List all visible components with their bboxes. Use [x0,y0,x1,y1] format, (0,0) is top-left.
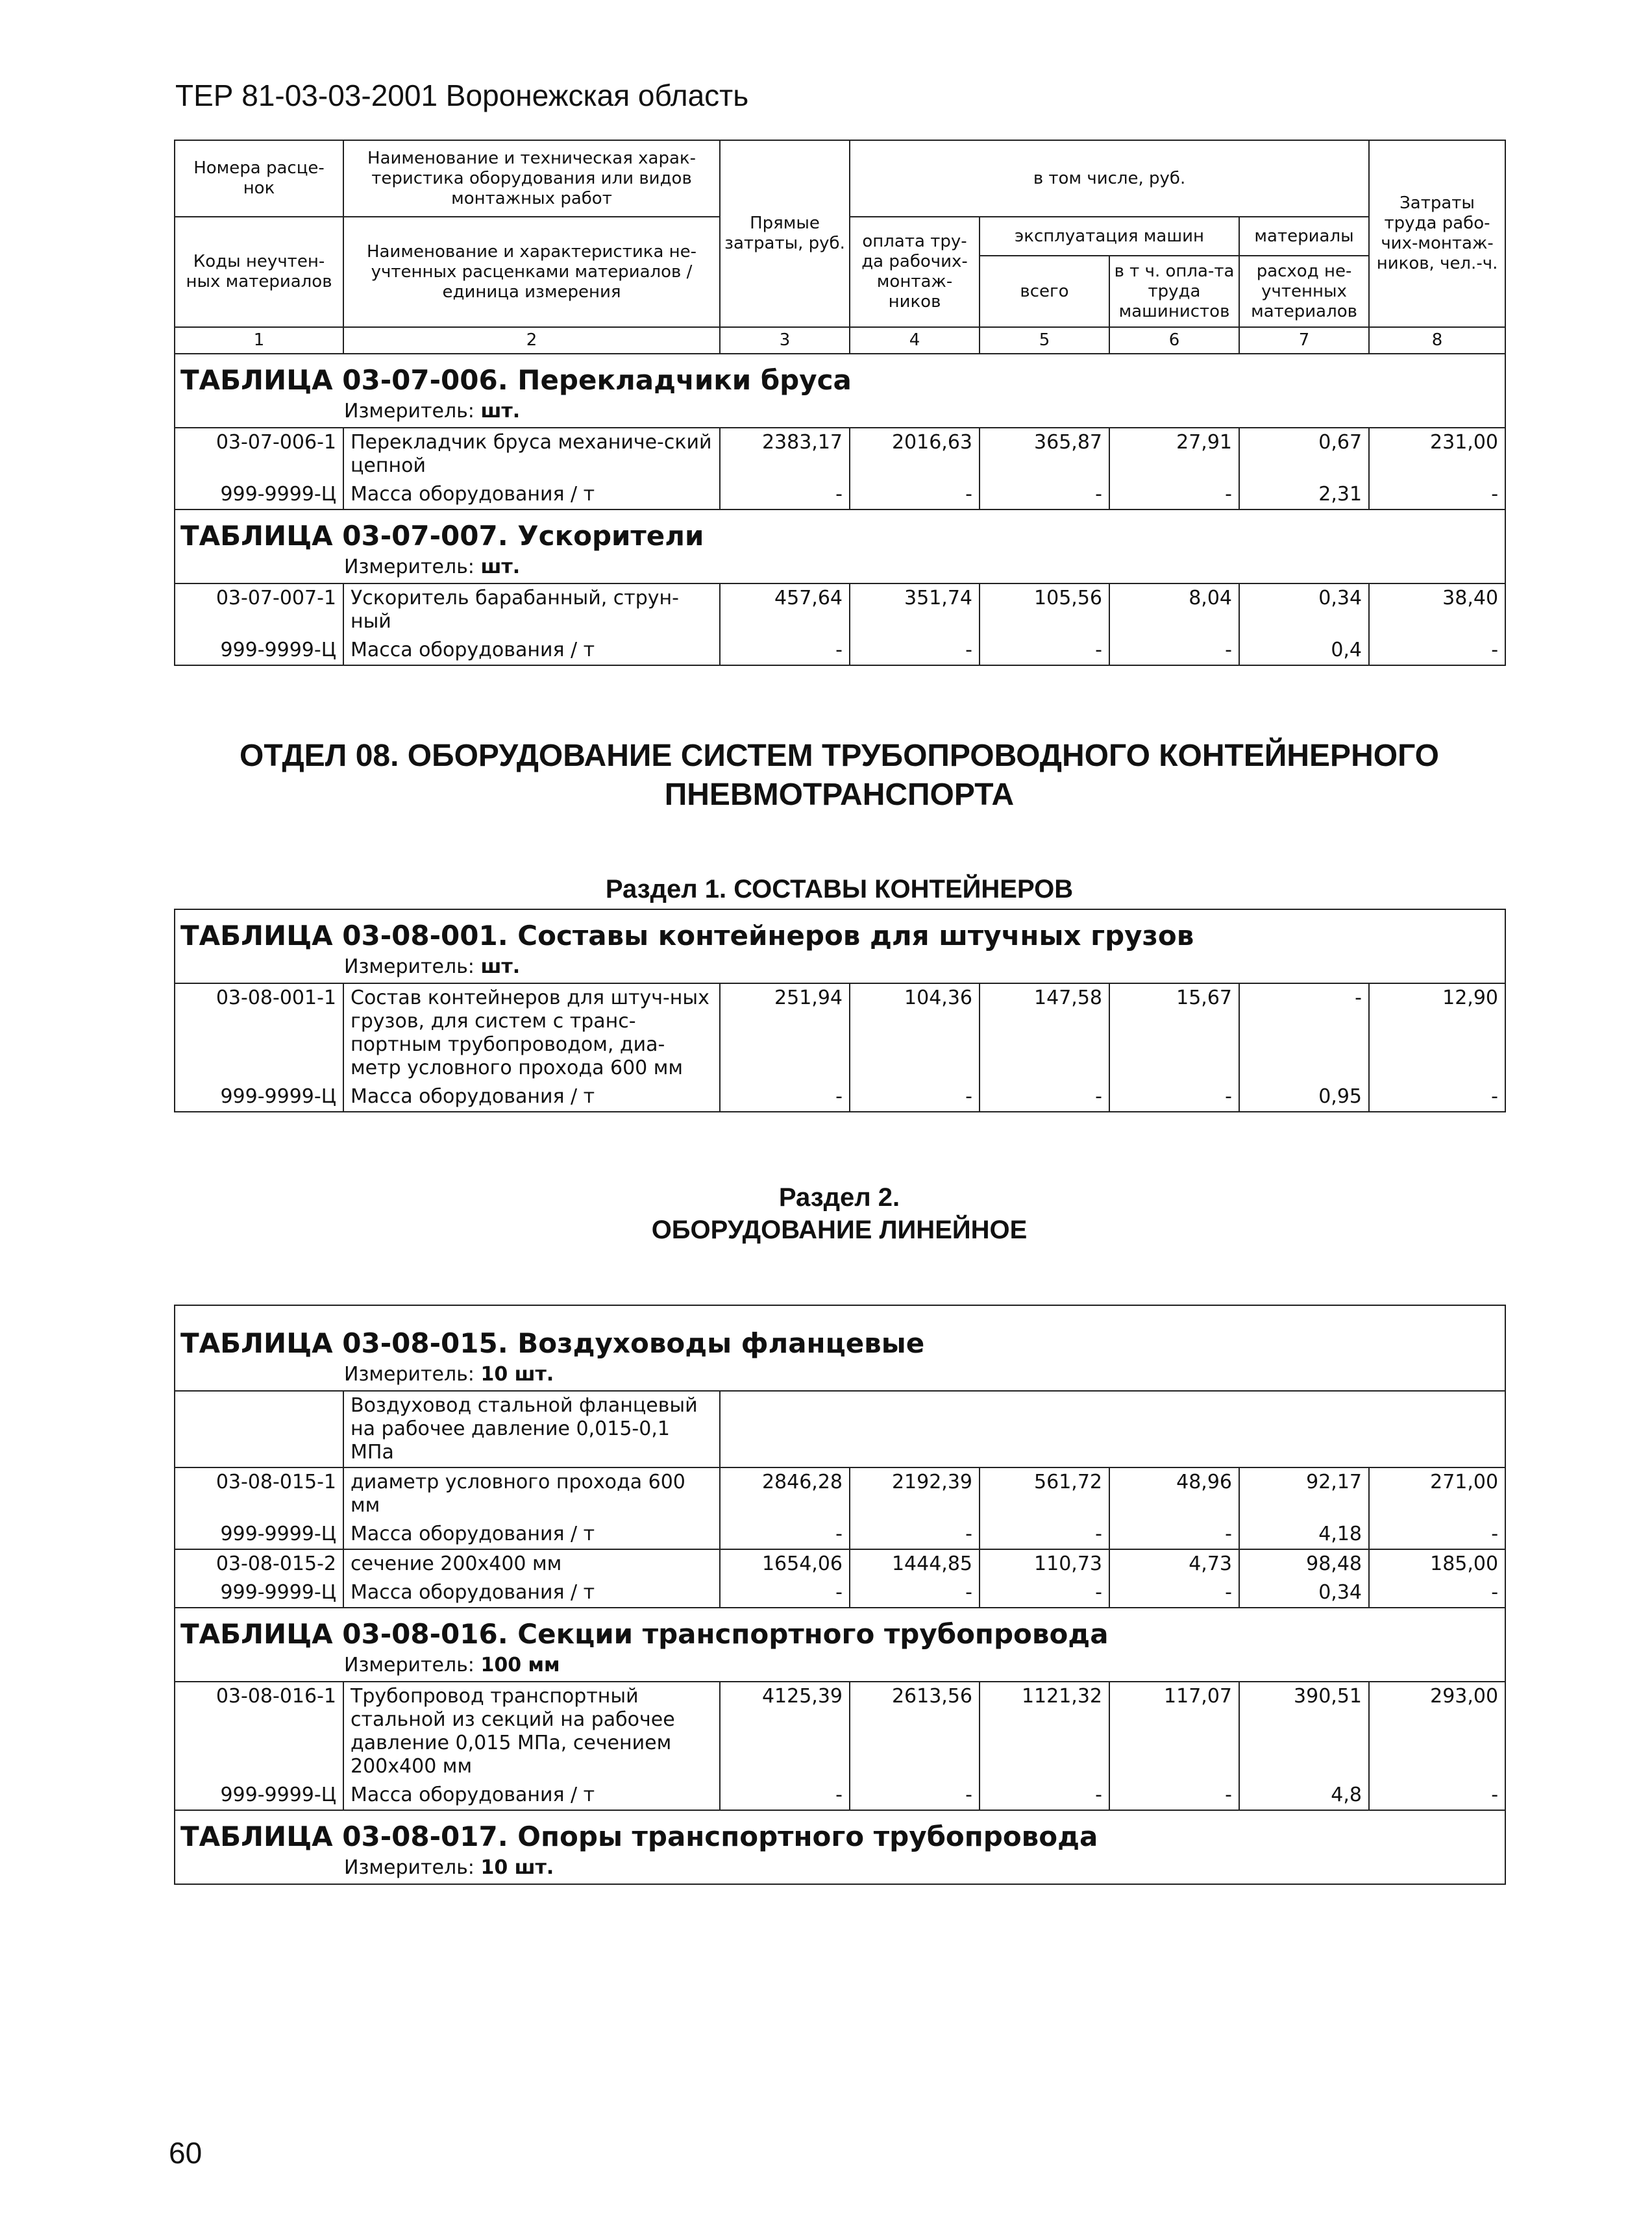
header-worker-pay: оплата тру-да рабочих-монтаж-ников [850,217,980,327]
rate-code: 03-08-015-1 [175,1467,343,1520]
table-title: ТАБЛИЦА 03-07-007. Ускорители [175,509,1505,553]
page-header: ТЕР 81-03-03-2001 Воронежская область [175,79,749,112]
section-title-line: Раздел 2. [778,1183,900,1212]
material-code: 999-9999-Ц [175,1083,343,1112]
table-title: ТАБЛИЦА 03-08-017. Опоры транспортного трубопровода [175,1810,1505,1854]
direct-costs: - [720,1578,850,1608]
machinist-pay: 15,67 [1109,983,1239,1083]
rates-table-top [174,140,1506,666]
materials: 92,17 [1239,1467,1369,1520]
material-name: Масса оборудования / т [343,1578,720,1608]
measure-unit: Измеритель: 10 шт. [175,1360,1505,1391]
measure-unit: Измеритель: шт. [175,953,1505,983]
machines-total: 147,58 [980,983,1109,1083]
direct-costs: 2846,28 [720,1467,850,1520]
worker-pay: 2613,56 [850,1682,980,1781]
worker-pay: 2016,63 [850,428,980,480]
machinist-pay: 27,91 [1109,428,1239,480]
table-title-row [175,1608,1505,1651]
direct-costs: 457,64 [720,583,850,636]
materials: 98,48 [1239,1549,1369,1578]
table-title-row [175,509,1505,553]
table-row [175,636,1505,665]
table-row [175,1083,1505,1112]
section-title-line: ОБОРУДОВАНИЕ ЛИНЕЙНОЕ [651,1216,1028,1244]
machinist-pay: - [1109,636,1239,665]
col-number: 3 [720,327,850,354]
material-code: 999-9999-Ц [175,1520,343,1549]
machinist-pay: - [1109,1781,1239,1810]
header-row-1 [175,140,1505,217]
labor-costs: 231,00 [1369,428,1505,480]
rates-table-08-015-017 [174,1305,1506,1885]
materials: 0,4 [1239,636,1369,665]
machines-total: - [980,1781,1109,1810]
labor-costs: 271,00 [1369,1467,1505,1520]
header-machines: эксплуатация машин [980,217,1239,256]
department-title-line: ПНЕВМОТРАНСПОРТА [664,778,1015,812]
labor-costs: - [1369,480,1505,509]
material-code: 999-9999-Ц [175,480,343,509]
machines-total: 561,72 [980,1467,1109,1520]
section-title: Раздел 1. СОСТАВЫ КОНТЕЙНЕРОВ [605,875,1074,903]
labor-costs: - [1369,1781,1505,1810]
material-name: Масса оборудования / т [343,636,720,665]
table-row [175,1520,1505,1549]
col-number: 8 [1369,327,1505,354]
measure-row [175,553,1505,583]
direct-costs: - [720,1083,850,1112]
materials: 0,34 [1239,583,1369,636]
machines-total: - [980,480,1109,509]
rate-code: 03-07-006-1 [175,428,343,480]
materials: 390,51 [1239,1682,1369,1781]
labor-costs: - [1369,1083,1505,1112]
col-number: 2 [343,327,720,354]
machinist-pay: 8,04 [1109,583,1239,636]
rate-code: 03-07-007-1 [175,583,343,636]
rate-code: 03-08-016-1 [175,1682,343,1781]
table-title: ТАБЛИЦА 03-08-015. Воздуховоды фланцевые [175,1305,1505,1360]
rate-name: диаметр условного прохода 600 мм [343,1467,720,1520]
col-number: 4 [850,327,980,354]
header-direct-costs: Прямые затраты, руб. [720,140,850,327]
direct-costs: 1654,06 [720,1549,850,1578]
col-number: 1 [175,327,343,354]
machinist-pay: - [1109,1578,1239,1608]
measure-row [175,397,1505,428]
table-row [175,1682,1505,1781]
direct-costs: - [720,480,850,509]
rate-name: Состав контейнеров для штуч-ных грузов, для систем с транс-портным трубопроводом, диа-метр условного прохода 600 мм [343,983,720,1083]
worker-pay: - [850,1781,980,1810]
machines-total: 1121,32 [980,1682,1109,1781]
rate-name: Ускоритель барабанный, струн-ный [343,583,720,636]
labor-costs: 185,00 [1369,1549,1505,1578]
machines-total: 110,73 [980,1549,1109,1578]
direct-costs: - [720,1781,850,1810]
materials: - [1239,983,1369,1083]
group-row [175,1391,1505,1467]
group-name: Воздуховод стальной фланцевый на рабочее давление 0,015-0,1 МПа [343,1391,720,1467]
measure-unit: Измеритель: 100 мм [175,1651,1505,1682]
header-machines-total: всего [980,256,1109,327]
material-name: Масса оборудования / т [343,1781,720,1810]
labor-costs: - [1369,1578,1505,1608]
material-code: 999-9999-Ц [175,1781,343,1810]
header-unaccounted-materials: расход не-учтенных материалов [1239,256,1369,327]
header-material-name: Наименование и характеристика не-учтенных расценками материалов / единица измерения [343,217,720,327]
machines-total: 365,87 [980,428,1109,480]
rate-name: Трубопровод транспортный стальной из секций на рабочее давление 0,015 МПа, сечением 200х400 мм [343,1682,720,1781]
worker-pay: 351,74 [850,583,980,636]
machinist-pay: 4,73 [1109,1549,1239,1578]
table-row [175,583,1505,636]
machinist-pay: 117,07 [1109,1682,1239,1781]
table-row [175,1467,1505,1520]
machines-total: - [980,636,1109,665]
section-title [174,1181,1505,1246]
worker-pay: - [850,1083,980,1112]
department-title-line: ОТДЕЛ 08. ОБОРУДОВАНИЕ СИСТЕМ ТРУБОПРОВОДНОГО КОНТЕЙНЕРНОГО [240,739,1439,773]
worker-pay: 2192,39 [850,1467,980,1520]
measure-unit: Измеритель: 10 шт. [175,1854,1505,1884]
header-labor-costs: Затраты труда рабо-чих-монтаж-ников, чел.-ч. [1369,140,1505,327]
machines-total: - [980,1520,1109,1549]
worker-pay: - [850,1520,980,1549]
materials: 4,18 [1239,1520,1369,1549]
material-name: Масса оборудования / т [343,1083,720,1112]
table-row [175,983,1505,1083]
measure-row [175,1854,1505,1884]
material-name: Масса оборудования / т [343,1520,720,1549]
worker-pay: - [850,480,980,509]
machinist-pay: - [1109,480,1239,509]
measure-unit: Измеритель: шт. [175,553,1505,583]
table-title-row [175,354,1505,397]
machines-total: 105,56 [980,583,1109,636]
table-title: ТАБЛИЦА 03-07-006. Перекладчики бруса [175,354,1505,397]
materials: 2,31 [1239,480,1369,509]
rate-name: сечение 200х400 мм [343,1549,720,1578]
machines-total: - [980,1083,1109,1112]
machinist-pay: 48,96 [1109,1467,1239,1520]
materials: 0,34 [1239,1578,1369,1608]
table-title-row [175,1305,1505,1360]
measure-row [175,1360,1505,1391]
labor-costs: - [1369,636,1505,665]
material-code: 999-9999-Ц [175,1578,343,1608]
header-materials: материалы [1239,217,1369,256]
measure-row [175,1651,1505,1682]
header-work-name: Наименование и техническая харак-теристика оборудования или видов монтажных работ [343,140,720,217]
rate-name: Перекладчик бруса механиче-ский цепной [343,428,720,480]
worker-pay: 104,36 [850,983,980,1083]
table-row [175,480,1505,509]
direct-costs: 2383,17 [720,428,850,480]
material-name: Масса оборудования / т [343,480,720,509]
labor-costs: 12,90 [1369,983,1505,1083]
direct-costs: - [720,636,850,665]
table-row [175,1549,1505,1578]
column-numbers-row [175,327,1505,354]
direct-costs: 251,94 [720,983,850,1083]
direct-costs: - [720,1520,850,1549]
table-title: ТАБЛИЦА 03-08-016. Секции транспортного трубопровода [175,1608,1505,1651]
machinist-pay: - [1109,1520,1239,1549]
rate-code: 03-08-001-1 [175,983,343,1083]
table-title-row [175,909,1505,953]
machines-total: - [980,1578,1109,1608]
measure-unit: Измеритель: шт. [175,397,1505,428]
table-row [175,1578,1505,1608]
measure-row [175,953,1505,983]
materials: 0,67 [1239,428,1369,480]
worker-pay: - [850,636,980,665]
rate-code: 03-08-015-2 [175,1549,343,1578]
col-number: 5 [980,327,1109,354]
header-material-codes: Коды неучтен-ных материалов [175,217,343,327]
labor-costs: 38,40 [1369,583,1505,636]
page-number: 60 [169,2136,203,2170]
col-number: 6 [1109,327,1239,354]
labor-costs: - [1369,1520,1505,1549]
table-row [175,428,1505,480]
worker-pay: 1444,85 [850,1549,980,1578]
direct-costs: 4125,39 [720,1682,850,1781]
material-code: 999-9999-Ц [175,636,343,665]
col-number: 7 [1239,327,1369,354]
labor-costs: 293,00 [1369,1682,1505,1781]
department-title [174,737,1505,815]
worker-pay: - [850,1578,980,1608]
materials: 4,8 [1239,1781,1369,1810]
materials: 0,95 [1239,1083,1369,1112]
header-rate-numbers: Номера расце-нок [175,140,343,217]
rates-table-08-001 [174,909,1506,1112]
header-machinist-pay: в т ч. опла-та труда машинистов [1109,256,1239,327]
header-including: в том числе, руб. [850,140,1369,217]
machinist-pay: - [1109,1083,1239,1112]
table-row [175,1781,1505,1810]
table-title: ТАБЛИЦА 03-08-001. Составы контейнеров для штучных грузов [175,909,1505,953]
table-title-row [175,1810,1505,1854]
